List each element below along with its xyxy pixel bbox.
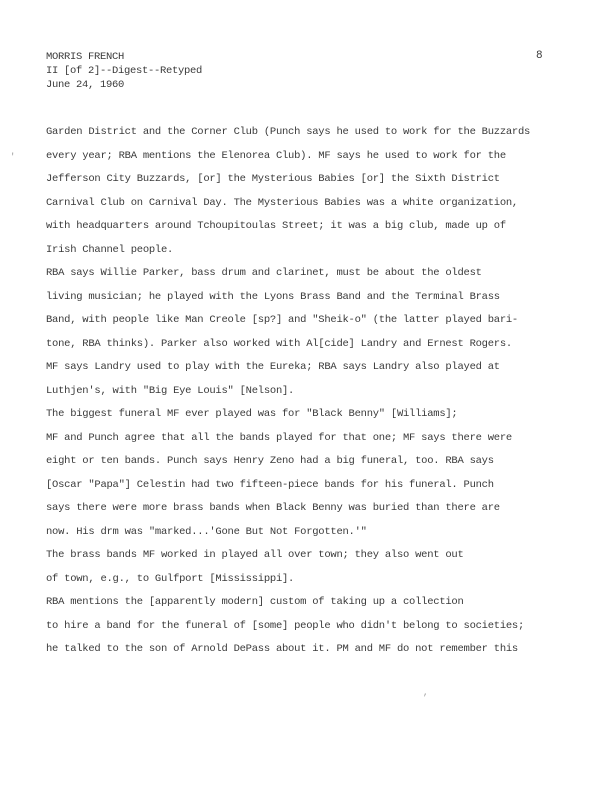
body-line: Jefferson City Buzzards, [or] the Mysterious Babies [or] the Sixth District: [46, 173, 500, 185]
body-line: tone, RBA thinks). Parker also worked with Al[cide] Landry and Ernest Rogers.: [46, 337, 512, 350]
body-line: [Oscar "Papa"] Celestin had two fifteen-piece bands for his funeral. Punch: [46, 478, 494, 491]
body-line: The biggest funeral MF ever played was for "Black Benny" [Williams];: [46, 408, 458, 420]
body-line: to hire a band for the funeral of [some] people who didn't belong to societies;: [46, 619, 525, 632]
header-date: June 24, 1960: [46, 79, 125, 91]
body-line: Band, with people like Man Creole [sp?] and "Sheik-o" (the latter played bari-: [46, 314, 518, 326]
document-body: [46, 125, 566, 666]
body-line: living musician; he played with the Lyons Brass Band and the Terminal Brass: [46, 290, 500, 303]
body-line: Carnival Club on Carnival Day. The Mysterious Babies was a white organization,: [46, 196, 518, 209]
body-line: of town, e.g., to Gulfport [Mississippi].: [46, 572, 295, 585]
page-number: 8: [536, 50, 543, 62]
document-header: [46, 50, 202, 92]
body-line: Irish Channel people.: [46, 243, 174, 256]
body-line: now. His drm was "marked...'Gone But Not Forgotten.'": [46, 525, 367, 538]
body-line: MF and Punch agree that all the bands played for that one; MF says there were: [46, 431, 512, 444]
header-interviewee: MORRIS FRENCH: [46, 51, 125, 63]
body-line: RBA says Willie Parker, bass drum and clarinet, must be about the oldest: [46, 267, 482, 279]
body-line: eight or ten bands. Punch says Henry Zeno had a big funeral, too. RBA says: [46, 455, 494, 467]
body-line: says there were more brass bands when Black Benny was buried than there are: [46, 502, 500, 514]
body-line: he talked to the son of Arnold DePass about it. PM and MF do not remember this: [46, 643, 518, 655]
body-line: MF says Landry used to play with the Eureka; RBA says Landry also played at: [46, 361, 500, 373]
header-reel-info: II [of 2]--Digest--Retyped: [46, 65, 203, 77]
scan-speck: ,: [423, 688, 429, 698]
body-line: Luthjen's, with "Big Eye Louis" [Nelson].: [46, 384, 295, 397]
body-line: Garden District and the Corner Club (Punch says he used to work for the Buzzards: [46, 126, 531, 138]
body-line: The brass bands MF worked in played all over town; they also went out: [46, 549, 464, 561]
body-line: with headquarters around Tchoupitoulas Street; it was a big club, made up of: [46, 220, 506, 232]
body-line: every year; RBA mentions the Elenorea Club). MF says he used to work for the: [46, 149, 506, 162]
scan-speck: ': [10, 152, 16, 162]
body-line: RBA mentions the [apparently modern] custom of taking up a collection: [46, 596, 464, 608]
